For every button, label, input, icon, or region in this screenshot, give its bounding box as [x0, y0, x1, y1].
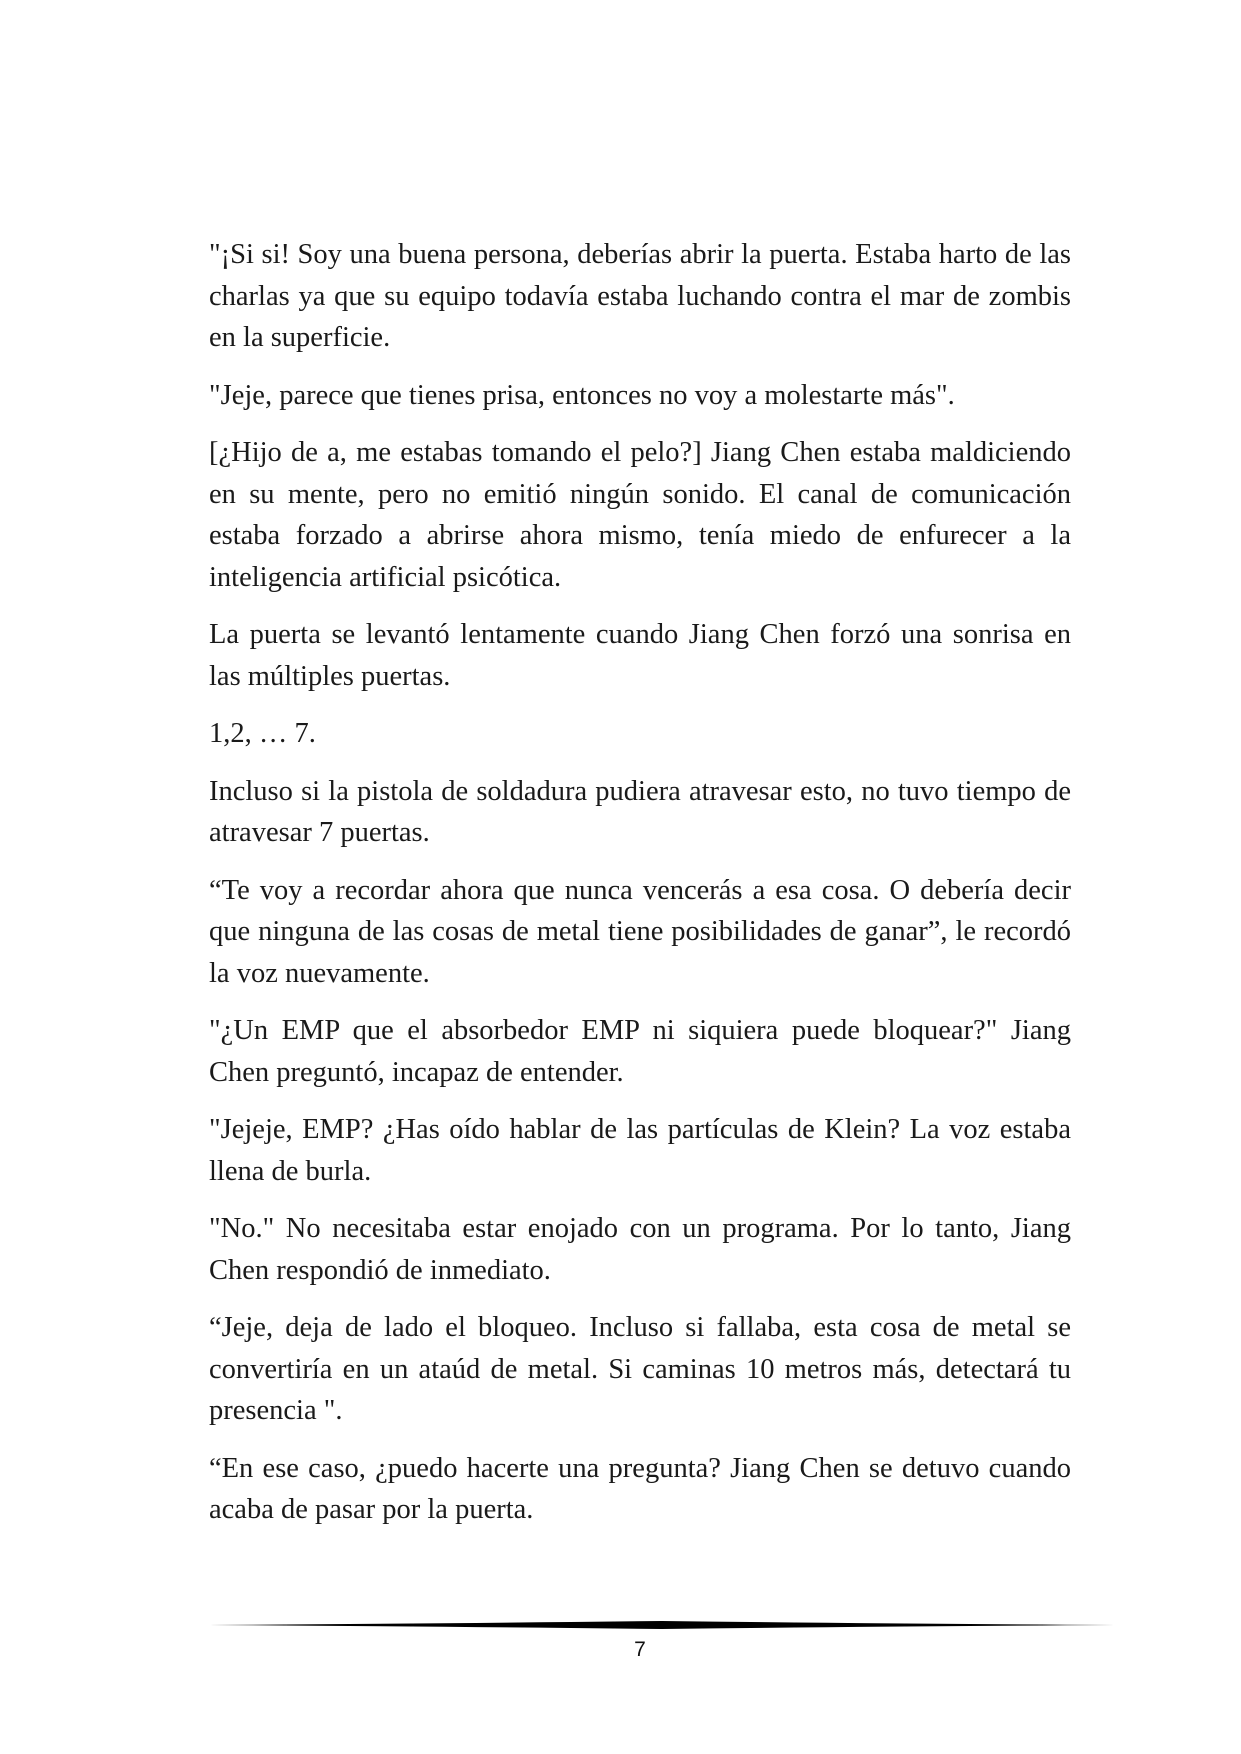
paragraph: "Jeje, parece que tienes prisa, entonces no voy a molestarte más".	[209, 379, 955, 411]
paragraph: Incluso si la pistola de soldadura pudiera atravesar esto, no tuvo tiempo de atravesar 7 puertas.	[209, 775, 1071, 848]
page-number: 7	[634, 1638, 646, 1661]
paragraph: “En ese caso, ¿puedo hacerte una pregunta? Jiang Chen se detuvo cuando acaba de pasar por la puerta.	[209, 1452, 1071, 1525]
footer-divider	[209, 1618, 1115, 1632]
paragraph: "Jejeje, EMP? ¿Has oído hablar de las partículas de Klein? La voz estaba llena de burla.	[209, 1114, 1071, 1187]
paragraph: 1,2, … 7.	[209, 718, 316, 749]
paragraph: “Jeje, deja de lado el bloqueo. Incluso si fallaba, esta cosa de metal se convertiría en un ataúd de metal. Si caminas 10 metros más, detectará tu presencia ".	[209, 1312, 1071, 1426]
paragraph: La puerta se levantó lentamente cuando Jiang Chen forzó una sonrisa en las múltiples puertas.	[209, 619, 1071, 692]
body-text	[209, 234, 1071, 1547]
paragraph: [¿Hijo de a, me estabas tomando el pelo?] Jiang Chen estaba maldiciendo en su mente, pero no emitió ningún sonido. El canal de comunicación estaba forzado a abrirse ahora mismo, tenía miedo de enfurecer a la inteligencia artificial psicótica.	[209, 437, 1071, 593]
paragraph: “Te voy a recordar ahora que nunca vencerás a esa cosa. O debería decir que ninguna de las cosas de metal tiene posibilidades de ganar”, le recordó la voz nuevamente.	[209, 874, 1071, 989]
paragraph: "¿Un EMP que el absorbedor EMP ni siquiera puede bloquear?" Jiang Chen preguntó, incapaz de entender.	[209, 1015, 1071, 1088]
paragraph: "¡Si si! Soy una buena persona, deberías abrir la puerta. Estaba harto de las charlas ya que su equipo todavía estaba luchando contra el mar de zombis en la superficie.	[209, 239, 1071, 353]
paragraph: "No." No necesitaba estar enojado con un programa. Por lo tanto, Jiang Chen respondió de inmediato.	[209, 1213, 1071, 1286]
